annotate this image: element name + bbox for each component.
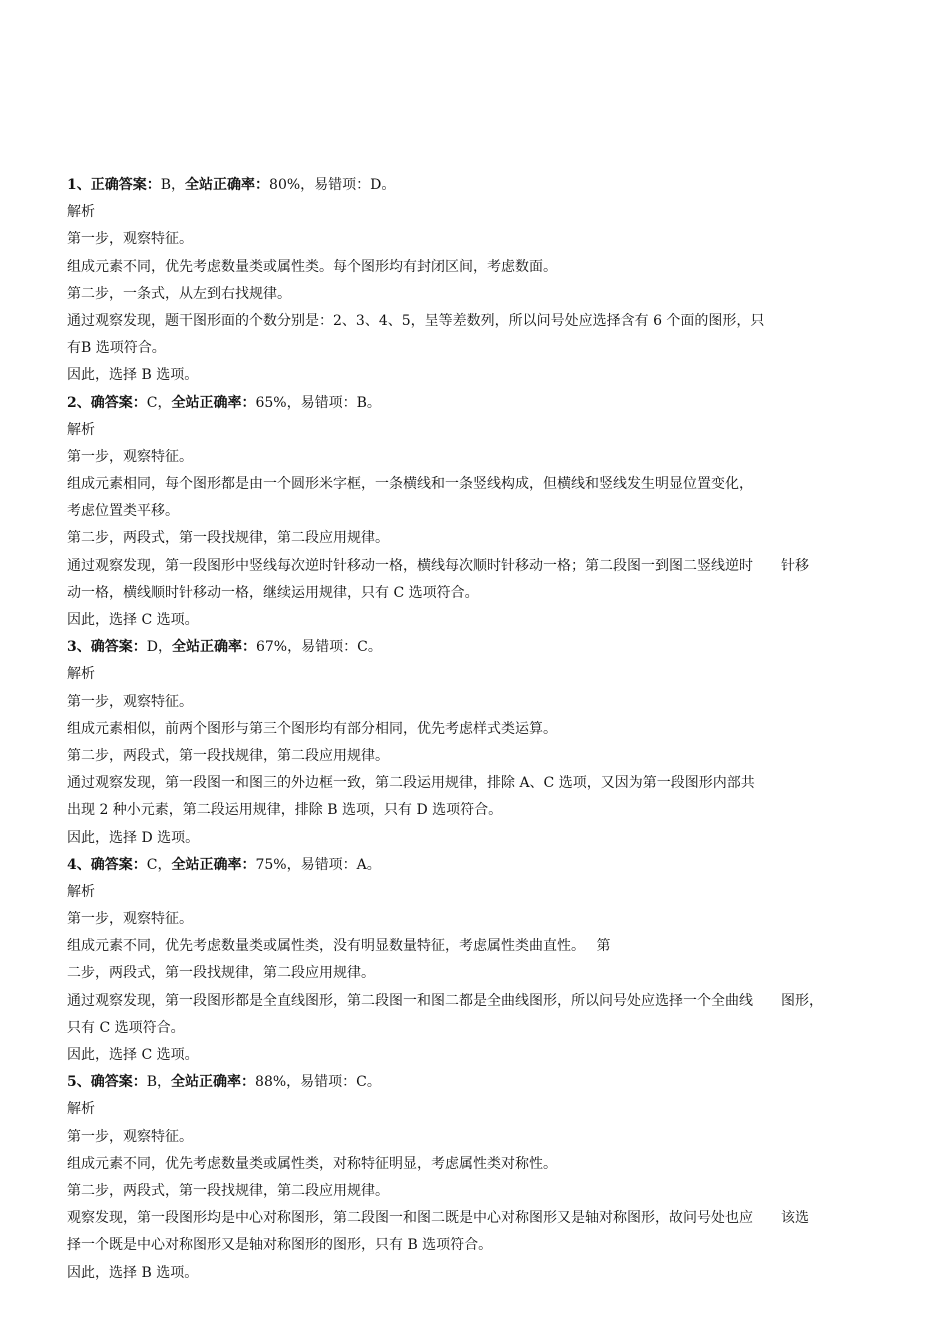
answer-label: 确答案： (90, 394, 147, 411)
analysis-line: 通过观察发现，第一段图形都是全直线图形，第二段图一和图二都是全曲线图形，所以问号处应选择一个全曲线 图形， (67, 992, 823, 1009)
question-number: 1、 (67, 177, 91, 193)
rate-value: 67%，易错项：C。 (255, 639, 382, 656)
analysis-line: 通过观察发现，第一段图一和图三的外边框一致，第二段运用规律，排除 A、C 选项，又因为第一段图形内部共 (67, 775, 755, 792)
answer-value: C， (146, 394, 172, 411)
analysis-line: 通过观察发现，第一段图形中竖线每次逆时针移动一格，横线每次顺时针移动一格；第二段图一到图二竖线逆时 针移 (67, 557, 809, 574)
answer-label: 确答案： (90, 856, 147, 873)
question-number: 4、 (67, 856, 91, 873)
answer-header (67, 634, 897, 661)
analysis-line: 组成元素不同，优先考虑数量类或属性类，对称特征明显，考虑属性类对称性。 (67, 1155, 557, 1172)
question-number: 3、 (67, 639, 91, 656)
analysis-line: 第二步，两段式，第一段找规律，第二段应用规律。 (67, 530, 389, 547)
answer-header (67, 1069, 897, 1096)
answer-value: C， (146, 856, 172, 873)
analysis-line: 出现 2 种小元素，第二段运用规律，排除 B 选项，只有 D 选项符合。 (67, 802, 503, 819)
answer-header (67, 390, 897, 417)
analysis-line: 第一步，观察特征。 (67, 231, 193, 248)
answer-label: 确答案： (90, 639, 147, 656)
rate-label: 全站正确率： (185, 177, 270, 193)
document-page (67, 172, 897, 1287)
question-block-4 (67, 852, 897, 1070)
analysis-line: 择一个既是中心对称图形又是轴对称图形的图形，只有 B 选项符合。 (67, 1237, 493, 1254)
answer-header (67, 172, 897, 199)
analysis-label: 解析 (67, 204, 95, 221)
conclusion-line: 因此，选择 C 选项。 (67, 612, 199, 628)
analysis-line: 第二步，一条式，从左到右找规律。 (67, 285, 291, 302)
rate-label: 全站正确率： (171, 1074, 256, 1091)
rate-value: 65%，易错项：B。 (255, 394, 381, 411)
question-block-3 (67, 634, 897, 852)
analysis-line: 有B 选项符合。 (67, 340, 166, 357)
conclusion-line: 因此，选择 B 选项。 (67, 367, 199, 384)
analysis-line: 二步，两段式，第一段找规律，第二段应用规律。 (67, 965, 375, 982)
analysis-line: 动一格，横线顺时针移动一格，继续运用规律，只有 C 选项符合。 (67, 584, 479, 601)
analysis-label: 解析 (67, 666, 95, 683)
analysis-line: 只有 C 选项符合。 (67, 1019, 185, 1036)
analysis-line: 第二步，两段式，第一段找规律，第二段应用规律。 (67, 1182, 389, 1199)
analysis-line: 第一步，观察特征。 (67, 693, 193, 710)
rate-value: 75%，易错项：A。 (255, 856, 381, 873)
analysis-line: 观察发现，第一段图形均是中心对称图形，第二段图一和图二既是中心对称图形又是轴对称图形，故问号处也应 该选 (67, 1210, 809, 1227)
conclusion-line: 因此，选择 B 选项。 (67, 1264, 199, 1281)
answer-label: 确答案： (90, 1074, 147, 1091)
question-block-1 (67, 172, 897, 390)
question-number: 5、 (67, 1074, 91, 1091)
rate-label: 全站正确率： (171, 394, 256, 411)
analysis-line: 组成元素相似，前两个图形与第三个图形均有部分相同，优先考虑样式类运算。 (67, 720, 557, 737)
question-block-5 (67, 1069, 897, 1287)
question-block-2 (67, 390, 897, 635)
rate-value: 80%，易错项：D。 (269, 177, 396, 193)
answer-label: 正确答案： (90, 177, 161, 193)
rate-value: 88%，易错项：C。 (255, 1074, 381, 1091)
analysis-line: 第二步，两段式，第一段找规律，第二段应用规律。 (67, 747, 389, 764)
analysis-line: 组成元素不同，优先考虑数量类或属性类，没有明显数量特征，考虑属性类曲直性。 第 (67, 938, 611, 955)
analysis-line: 考虑位置类平移。 (67, 503, 179, 520)
analysis-line: 第一步，观察特征。 (67, 1128, 193, 1145)
answer-value: D， (146, 639, 172, 656)
analysis-line: 组成元素不同，优先考虑数量类或属性类。每个图形均有封闭区间，考虑数面。 (67, 258, 557, 275)
rate-label: 全站正确率： (171, 856, 256, 873)
analysis-label: 解析 (67, 883, 95, 900)
analysis-label: 解析 (67, 1101, 95, 1118)
conclusion-line: 因此，选择 D 选项。 (67, 829, 200, 846)
question-number: 2、 (67, 394, 91, 411)
answer-value: B， (146, 1074, 172, 1091)
analysis-line: 第一步，观察特征。 (67, 448, 193, 465)
analysis-line: 通过观察发现，题干图形面的个数分别是：2、3、4、5，呈等差数列，所以问号处应选择含有 6 个面的图形，只 (67, 312, 765, 329)
answer-value: B， (160, 177, 186, 193)
answer-header (67, 852, 897, 879)
analysis-line: 组成元素相同，每个图形都是由一个圆形米字框，一条横线和一条竖线构成，但横线和竖线发生明显位置变化， (67, 476, 753, 493)
analysis-line: 第一步，观察特征。 (67, 911, 193, 928)
rate-label: 全站正确率： (171, 639, 256, 656)
conclusion-line: 因此，选择 C 选项。 (67, 1047, 199, 1063)
analysis-label: 解析 (67, 421, 95, 438)
